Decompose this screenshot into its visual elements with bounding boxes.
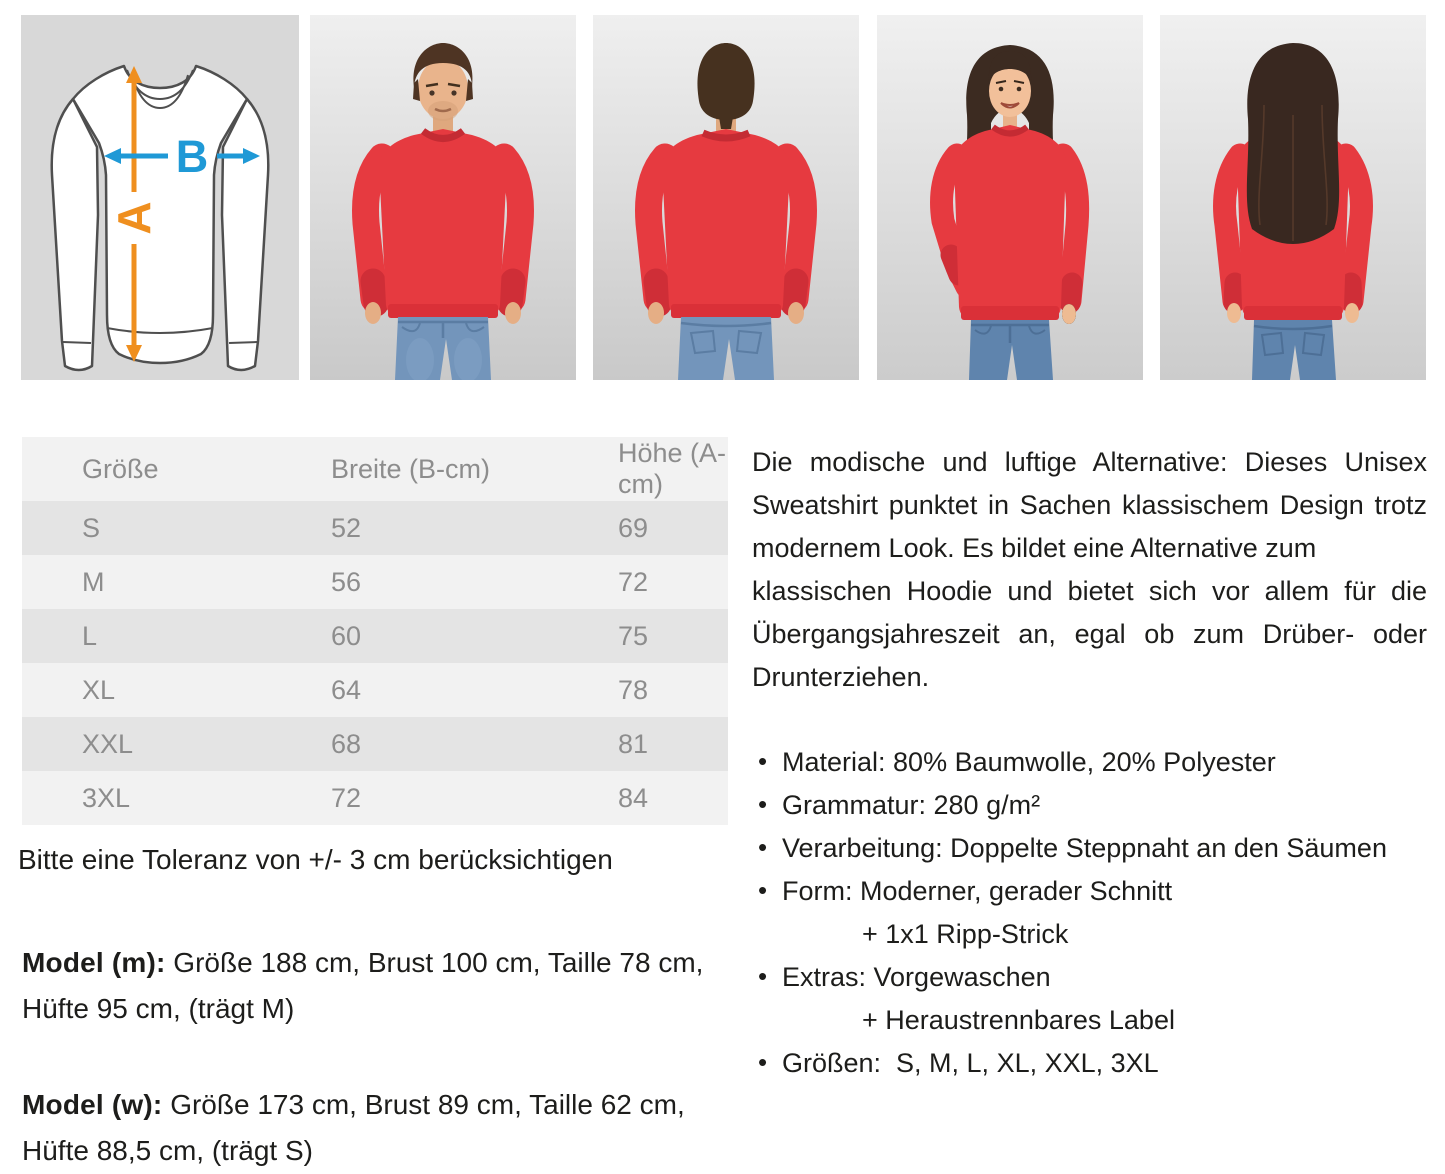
woman-front-photo: [877, 15, 1143, 380]
table-row: [22, 609, 728, 663]
photo-woman-front: [877, 15, 1143, 380]
feature-continuation: + Heraustrennbares Label: [862, 1005, 1175, 1035]
description-line: Drunterziehen.: [752, 662, 930, 692]
hem-band: [961, 306, 1059, 320]
description-line: Die modische und luftige Alternative: Dieses Unisex: [752, 447, 1427, 477]
model-spec: [22, 1082, 730, 1174]
red-sweatshirt: [365, 129, 521, 324]
table-cell: 78: [590, 663, 728, 717]
info-section: [18, 437, 1427, 1174]
table-cell: 75: [590, 609, 728, 663]
table-row: [22, 663, 728, 717]
table-cell: M: [22, 555, 309, 609]
red-sweatshirt: [648, 129, 804, 324]
description-line: modernem Look. Es bildet eine Alternative zum: [752, 533, 1317, 563]
model-info: [22, 940, 730, 1174]
table-cell: 64: [309, 663, 590, 717]
table-cell: 52: [309, 501, 590, 555]
size-table: [22, 437, 728, 825]
table-cell: 60: [309, 609, 590, 663]
feature-item: • Verarbeitung: Doppelte Steppnaht an den Säumen: [752, 827, 1427, 870]
table-cell: 69: [590, 501, 728, 555]
hand: [648, 302, 664, 324]
hem-band: [671, 304, 781, 318]
tolerance-note: Bitte eine Toleranz von +/- 3 cm berücksichtigen: [18, 844, 613, 875]
feature-item: • Extras: Vorgewaschen: [752, 956, 1427, 999]
table-row: [22, 501, 728, 555]
column-header: Höhe (A-cm): [590, 437, 728, 501]
table-cell: 84: [590, 771, 728, 825]
hand: [788, 302, 804, 324]
description-line: klassischen Hoodie und bietet sich vor allem für die: [752, 576, 1427, 606]
description: [752, 441, 1427, 699]
size-table-body: [22, 501, 728, 825]
hem-band: [1244, 306, 1342, 320]
table-cell: 68: [309, 717, 590, 771]
table-cell: XL: [22, 663, 309, 717]
hand: [1227, 303, 1241, 323]
table-row: [22, 717, 728, 771]
size-info-column: [18, 437, 730, 1174]
model-measurements-line1: Größe 188 cm, Brust 100 cm, Taille 78 cm,: [165, 947, 704, 978]
photo-woman-back: [1160, 15, 1427, 380]
size-table-head-row: [22, 437, 728, 501]
hand: [505, 302, 521, 324]
hem-band: [388, 304, 498, 318]
feature-continuation: + 1x1 Ripp-Strick: [862, 919, 1069, 949]
photo-man-back: [593, 15, 860, 380]
table-cell: XXL: [22, 717, 309, 771]
model-measurements-line2: Hüfte 95 cm, (trägt M): [22, 993, 295, 1024]
label-A: A: [108, 201, 160, 235]
feature-item: • Form: Moderner, gerader Schnitt: [752, 870, 1427, 913]
column-header: Größe: [22, 437, 309, 501]
table-cell: 3XL: [22, 771, 309, 825]
table-cell: 81: [590, 717, 728, 771]
table-cell: 56: [309, 555, 590, 609]
feature-item: • Material: 80% Baumwolle, 20% Polyester: [752, 741, 1427, 784]
woman-back-photo: [1160, 15, 1426, 380]
table-cell: 72: [590, 555, 728, 609]
model-spec: [22, 940, 730, 1032]
description-line: Sweatshirt punktet in Sachen klassischem Design trotz: [752, 490, 1427, 520]
model-label: Model (m):: [22, 947, 166, 978]
table-cell: 72: [309, 771, 590, 825]
man-back-photo: [593, 15, 859, 380]
model-measurements-line1: Größe 173 cm, Brust 89 cm, Taille 62 cm,: [162, 1089, 685, 1120]
table-cell: S: [22, 501, 309, 555]
photo-man-front: [310, 15, 576, 380]
hair-back: [697, 43, 754, 120]
feature-list: [752, 741, 1427, 1085]
label-B: B: [175, 131, 209, 182]
size-diagram-panel: [21, 15, 299, 380]
model-label: Model (w):: [22, 1089, 163, 1120]
hand: [1062, 304, 1076, 324]
description-line: Übergangsjahreszeit an, egal ob zum Drüber- oder: [752, 619, 1427, 649]
table-row: [22, 771, 728, 825]
model-measurements-line2: Hüfte 88,5 cm, (trägt S): [22, 1135, 313, 1166]
table-cell: L: [22, 609, 309, 663]
feature-item: • Größen: S, M, L, XL, XXL, 3XL: [752, 1042, 1427, 1085]
hand: [365, 302, 381, 324]
sweatshirt-measurement-diagram: [21, 15, 299, 380]
description-column: [752, 437, 1427, 1085]
product-gallery: [0, 0, 1445, 380]
red-sweatshirt: [942, 125, 1078, 324]
feature-item: • Grammatur: 280 g/m²: [752, 784, 1427, 827]
hand: [1345, 303, 1359, 323]
man-front-photo: [310, 15, 576, 380]
table-row: [22, 555, 728, 609]
column-header: Breite (B-cm): [309, 437, 590, 501]
